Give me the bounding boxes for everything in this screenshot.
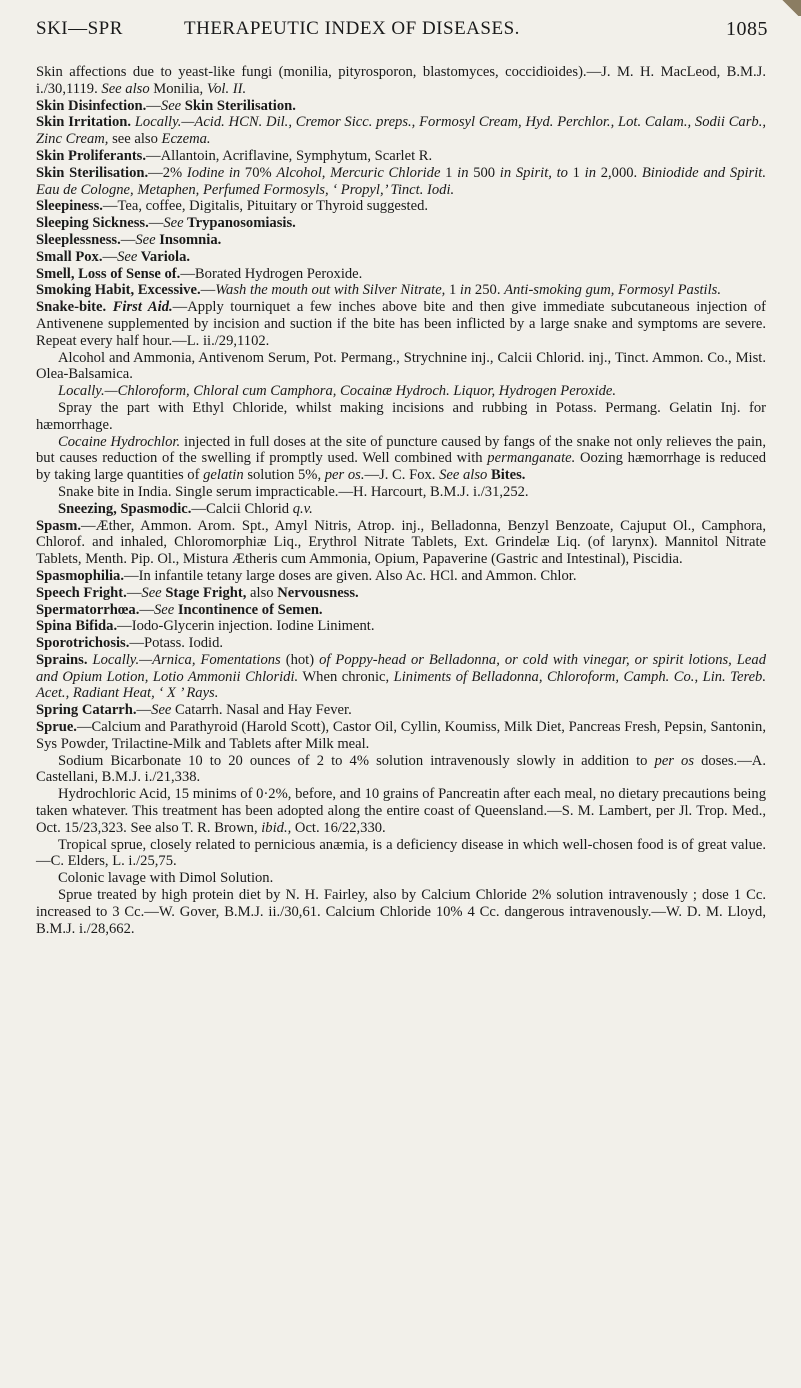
entry-text: Oozing hæmorrhage is reduced by taking large quantities of — [36, 450, 767, 484]
entry-text: 1 — [440, 164, 458, 181]
entry-heading: Insomnia. — [155, 231, 222, 248]
entry-heading: Sporotrichosis. — [36, 635, 130, 652]
index-entry-sporotrichosis — [36, 635, 766, 652]
entry-text: per os — [654, 752, 695, 769]
index-entry-spring-catarrh — [36, 702, 766, 719]
index-entry-speech-fright — [36, 585, 766, 602]
entry-text: —Borated Hydrogen Peroxide. — [180, 265, 363, 282]
index-entry-sprains — [36, 652, 766, 702]
index-entry-sprue-sodium — [36, 753, 766, 787]
entry-text: 1 — [445, 282, 460, 299]
entry-text: Wash the mouth out with Silver Nitrate, — [215, 282, 446, 299]
entry-text: gelatin — [203, 467, 244, 484]
entry-heading: Spasm. — [36, 517, 82, 534]
entry-text: of Poppy-head or Belladonna, or cold with vinegar, or spirit lotions, Lead and Opium Lotion, Lotio Ammonii Chloridi. — [36, 651, 766, 685]
entry-text: —Tea, coffee, Digitalis, Pituitary or Thyroid suggested. — [102, 198, 429, 215]
entry-text: solution 5%, — [243, 467, 325, 484]
entry-text: 1 — [567, 164, 585, 181]
running-head-range: SKI—SPR — [36, 18, 123, 39]
entry-heading: Sneezing, Spasmodic. — [58, 500, 192, 517]
entry-text: Oct. 16/22,330. — [291, 819, 386, 836]
entry-text: — — [148, 215, 164, 232]
entry-heading: Speech Fright. — [36, 584, 127, 601]
page-number: 1085 — [726, 18, 768, 40]
entry-text: When chronic, — [298, 668, 394, 685]
index-entry-smoking — [36, 282, 766, 299]
entry-text: permanganate. — [487, 450, 576, 467]
entry-text: See — [141, 584, 162, 601]
index-entry-sprue-hcl — [36, 786, 766, 836]
index-entry-sleeping-sickness — [36, 215, 766, 232]
index-entry-snake-bite-spray — [36, 400, 766, 434]
entry-text: Hydrochloric Acid, 15 minims of 0·2%, before, and 10 grains of Pancreatin after each meal, no dietary precautions being taken whatever. This treatment has been adopted along the entire coast of Queensland.—S. M. Lambert, per Jl. Trop. Med., Oct. 15/23,323. See also T. R. Brown, — [36, 786, 766, 836]
entry-text: Locally.—Arnica, Fomentations — [92, 651, 281, 668]
entry-text: Sprue treated by high protein diet by N. H. Fairley, also by Calcium Chloride 2% solution intravenously ; dose 1 Cc. increased to 3 Cc.—W. Gover, B.M.J. ii./30,61. Calcium Chloride 10% 4 Cc. dangerous intravenously.—W. D. M. Lloyd, B.M.J. i./28,662. — [36, 887, 766, 937]
index-entry-skin-proliferants — [36, 148, 766, 165]
index-entry-snake-bite — [36, 299, 766, 349]
index-entry-spina-bifida — [36, 618, 766, 635]
entry-text: also — [246, 584, 278, 601]
entry-text: — — [120, 231, 136, 248]
entry-text: See — [153, 601, 175, 618]
entry-heading: Nervousness. — [277, 584, 359, 601]
entry-text: Snake bite in India. Single serum impracticable.—H. Harcourt, B.M.J. i./31,252. — [58, 483, 529, 500]
entry-text: doses.—A. Castellani, B.M.J. i./21,338. — [36, 752, 766, 786]
entry-text: See — [160, 97, 182, 114]
index-entry-skin-irritation — [36, 114, 766, 148]
entry-text: Anti-smoking gum, Formosyl Pastils. — [504, 282, 721, 299]
entry-text: See also — [439, 467, 488, 484]
entry-text: Spray the part with Ethyl Chloride, whilst making incisions and rubbing in Potass. Permang. Gelatin Inj. for hæmorrhage. — [36, 399, 766, 433]
entry-text: First Aid. — [112, 299, 173, 316]
entry-text: — — [102, 248, 118, 265]
index-entry-small-pox — [36, 249, 766, 266]
index-entry-sprue-protein — [36, 887, 766, 937]
entry-heading: Skin Sterilisation. — [36, 164, 149, 181]
entry-heading: Skin Sterilisation. — [181, 97, 296, 114]
entry-text: injected in full doses at the site of puncture caused by fangs of the snake not only relieves the pain, but causes reduction of the swelling if promptly used. Well combined with — [36, 433, 766, 467]
entry-heading: Small Pox. — [36, 248, 103, 265]
index-entry-smell — [36, 266, 766, 283]
index-entry-snake-bite-locally — [36, 383, 766, 400]
entry-heading: Spina Bifida. — [36, 618, 118, 635]
index-entry-spasmophilia — [36, 568, 766, 585]
entry-text: — — [146, 97, 161, 114]
index-entry-sneezing — [36, 501, 766, 518]
entry-heading: Spring Catarrh. — [36, 702, 137, 719]
entry-text: Sodium Bicarbonate 10 to 20 ounces of 2 to 4% solution intravenously slowly in addition to — [58, 752, 655, 769]
entry-heading: Sprue. — [36, 719, 77, 736]
entry-text: Eczema. — [161, 131, 211, 148]
entry-heading: Bites. — [487, 467, 526, 484]
entry-text: —2% — [148, 164, 187, 181]
index-entry-spasm — [36, 518, 766, 568]
index-entry-snake-bite-cocaine — [36, 434, 766, 484]
entry-heading: Spermatorrhœa. — [36, 601, 140, 618]
entry-heading: Skin Irritation. — [36, 114, 132, 131]
entry-text: Iodine in — [186, 164, 241, 181]
entry-text: —Apply tourniquet a few inches above bite and then give immediate subcutaneous injection of Antivenene supplemented by incision and suction if the bite has been inflicted by a large snake and symptoms are severe. Repeat every half hour.—L. ii./29,1102. — [36, 299, 767, 349]
index-entry-spermatorrhoea — [36, 602, 766, 619]
entry-text: per os. — [324, 467, 365, 484]
index-entry-skin-sterilisation — [36, 165, 766, 199]
entry-text: in — [457, 164, 469, 181]
entry-heading: Sleepiness. — [36, 198, 103, 215]
entry-text: Skin affections due to yeast-like fungi (monilia, pityrosporon, blastomyces, coccidioides).—J. M. H. MacLeod, B.M.J. i./30,1119. — [36, 64, 766, 97]
entry-heading: Trypanosomiasis. — [183, 215, 296, 232]
entry-text: 70% — [240, 164, 277, 181]
entry-text: —J. C. Fox. — [364, 467, 440, 484]
entry-text: — — [200, 282, 216, 299]
entry-heading: Sleeplessness. — [36, 231, 121, 248]
entry-text: ibid., — [261, 819, 292, 836]
index-entry-skin-fungi — [36, 64, 766, 98]
entry-text: Colonic lavage with Dimol Solution. — [58, 870, 274, 887]
entry-text: — — [126, 584, 142, 601]
entry-heading: Spasmophilia. — [36, 567, 125, 584]
entry-heading: Sleeping Sickness. — [36, 215, 149, 232]
entry-heading: Variola. — [137, 248, 191, 265]
entry-text: — — [139, 601, 154, 618]
index-entries — [36, 64, 766, 937]
entry-text: —Æther, Ammon. Arom. Spt., Amyl Nitris, Atrop. inj., Belladonna, Benzyl Benzoate, Cajuput Ol., Camphora, Chlorof. and inhaled, Chloromorphiæ Liq., Erythrol Nitrate Tablets, Ext. Grindelæ Liq. (of larynx). Mannitol Nitrate Tablets, Menth. Pip. Ol., Mistura Ætheris cum Ammonia, Opium, Papaverine (Gastric and Intestinal), Piscidia. — [36, 517, 766, 568]
entry-text: See — [151, 702, 172, 719]
entry-text: in Spirit, to — [499, 164, 568, 181]
page-corner-shadow — [771, 0, 801, 16]
entry-heading: Snake-bite. — [36, 299, 107, 316]
entry-text: Cocaine Hydrochlor. — [58, 433, 181, 450]
entry-text: 250. — [471, 282, 505, 299]
index-entry-skin-disinfection — [36, 98, 766, 115]
index-entry-sleepiness — [36, 198, 766, 215]
running-head-title: THERAPEUTIC INDEX OF DISEASES. — [184, 18, 520, 39]
index-entry-sprue-tropical — [36, 837, 766, 871]
entry-text: —Calcium and Parathyroid (Harold Scott), Castor Oil, Cyllin, Koumiss, Milk Diet, Pancreas Fresh, Pepsin, Santonin, Sys Powder, Trilactine-Milk and Tablets after Milk meal. — [36, 719, 766, 752]
entry-text: —Potass. Iodid. — [129, 635, 224, 652]
index-entry-sprue — [36, 719, 766, 753]
entry-heading: Smoking Habit, Excessive. — [36, 282, 201, 299]
entry-text: in — [584, 164, 597, 181]
entry-text: —Calcii Chlorid — [191, 500, 293, 517]
entry-text: See — [163, 215, 184, 232]
entry-heading: Smell, Loss of Sense of. — [36, 265, 181, 282]
index-entry-sleeplessness — [36, 232, 766, 249]
entry-text: Biniodide and Spirit. Eau de Cologne, Metaphen, Perfumed Formosyls, ‘ Propyl,’ Tinct. Iodi. — [36, 164, 766, 198]
entry-text: see also — [108, 131, 162, 148]
entry-heading: Skin Proliferants. — [36, 147, 147, 164]
entry-text: (hot) — [280, 651, 320, 668]
entry-heading: Skin Disinfection. — [36, 97, 147, 114]
entry-text: —Allantoin, Acriflavine, Symphytum, Scarlet R. — [146, 147, 433, 164]
entry-text: q.v. — [292, 500, 313, 517]
entry-text: Alcohol and Ammonia, Antivenom Serum, Pot. Permang., Strychnine inj., Calcii Chlorid. inj., Tinct. Ammon. Co., Mist. Olea-Balsamica. — [36, 349, 766, 383]
entry-text: 500 — [468, 164, 500, 181]
entry-text: 2,000. — [596, 164, 642, 181]
entry-text: Alcohol, Mercuric Chloride — [276, 164, 441, 181]
page-header — [36, 14, 768, 44]
index-entry-snake-bite-india — [36, 484, 766, 501]
index-entry-sprue-colonic — [36, 870, 766, 887]
entry-text: — — [136, 702, 152, 719]
entry-text: Tropical sprue, closely related to pernicious anæmia, is a deficiency disease in which well-chosen food is of great value.—C. Elders, L. i./25,75. — [36, 836, 766, 870]
entry-text: in — [459, 282, 472, 299]
entry-heading: Sprains. — [36, 651, 88, 668]
entry-text: Locally.—Acid. HCN. Dil., Cremor Sicc. preps., Formosyl Cream, Hyd. Perchlor., Lot. Calam., Sodii Carb., Zinc Cream, — [36, 114, 767, 148]
entry-text: —In infantile tetany large doses are given. Also Ac. HCl. and Ammon. Chlor. — [124, 567, 577, 584]
entry-text: See also — [101, 80, 150, 97]
entry-heading: Stage Fright, — [161, 584, 247, 601]
entry-text: Vol. II. — [206, 80, 247, 97]
index-entry-snake-bite-alcohol — [36, 350, 766, 384]
entry-text: See — [135, 231, 156, 248]
entry-text: Liniments of Belladonna, Chloroform, Camph. Co., Lin. Tereb. Acet., Radiant Heat, ‘ X ’ Rays. — [36, 668, 766, 702]
entry-text: Monilia, — [149, 80, 207, 97]
entry-text: Locally.—Chloroform, Chloral cum Camphora, Cocainæ Hydroch. Liquor, Hydrogen Peroxide. — [58, 383, 617, 400]
entry-text: Catarrh. Nasal and Hay Fever. — [171, 702, 352, 719]
entry-text: —Iodo-Glycerin injection. Iodine Liniment. — [117, 618, 375, 635]
entry-text: See — [117, 248, 138, 265]
entry-heading: Incontinence of Semen. — [174, 601, 323, 618]
